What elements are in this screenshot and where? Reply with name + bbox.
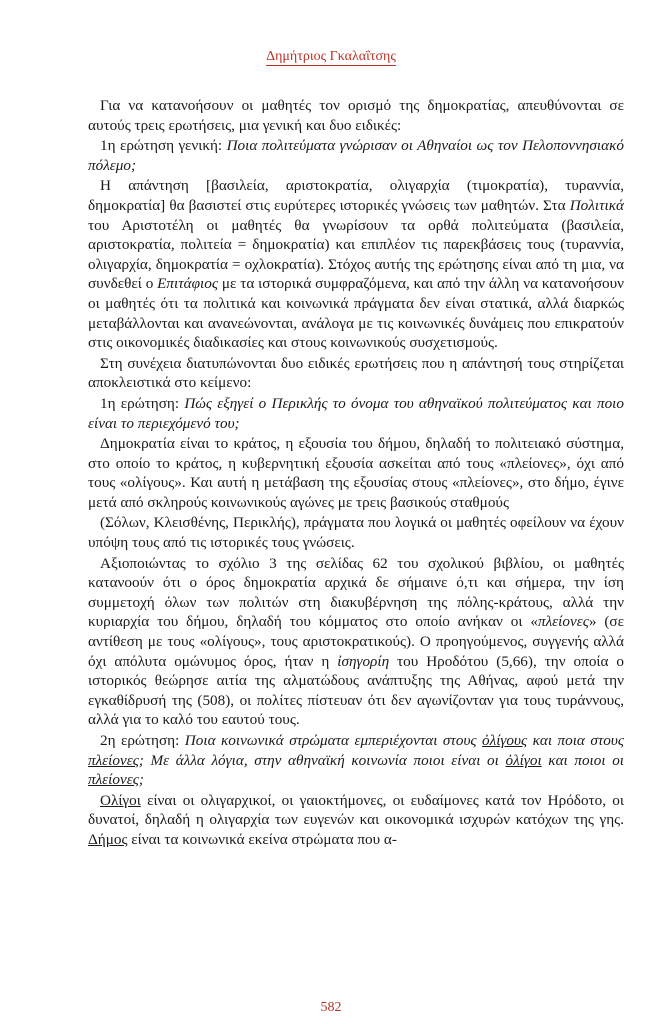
styled-text-run: πλείονες (88, 771, 139, 789)
styled-text-run: Ποια πολιτεύματα γνώρισαν οι Αθηναίοι ως τον Πελοποννησιακό πόλεμο; (88, 137, 624, 174)
styled-text-run: Επιτάφιος (157, 275, 219, 293)
text-run: Αξιοποιώντας το σχόλιο 3 της σελίδας 62 του σχολικού βιβλίου, οι μαθητές κατανοούν ότι ο όρος δημοκρατία αρχικά δε σήμαινε ό,τι και σήμερα, την ίση συμμετοχή όλων των πολιτών στη διακυβέρνηση της πόλης-κράτους, αλλά την κυριαρχία του δήμου, δηλαδή του κόμματος στο οποίο ανήκαν οι « (88, 554, 624, 631)
styled-text-run: πλείονες (88, 751, 139, 769)
styled-text-run: πλείονες (538, 613, 589, 631)
styled-text-run: ὀλίγους (482, 732, 528, 749)
paragraph (88, 513, 624, 552)
styled-text-run: Δήμος (88, 830, 128, 848)
styled-text-run: ; (138, 771, 144, 789)
text-run: του Ηροδότου (5,66), την οποία ο ιστορικός θεώρησε αιτία της αλματώδους ανάπτυξης της Αθήνας, αφού μετά την εγκαθίδρυσή της (508), οι πολίτες πίστευαν ότι δεν αγωνίζονταν για τους τυράννους, αλλά για το καλό του εαυτού τους. (88, 652, 624, 729)
styled-text-run: και ποιοι οι (541, 751, 625, 769)
page-number: 582 (320, 1000, 342, 1015)
author-name: Δημήτριος Γκαλαΐτσης (266, 49, 396, 64)
paragraph (88, 96, 624, 135)
paragraph (88, 554, 624, 730)
paragraph (88, 136, 624, 175)
paragraph (88, 354, 624, 393)
text-run: Η απάντηση [βασιλεία, αριστοκρατία, ολιγαρχία (τιμοκρατία), τυραννία, δημοκρατία] θα βασιστεί στις ευρύτερες ιστορικές γνώσεις των μαθητών. Στα (88, 177, 624, 214)
running-header (0, 49, 662, 65)
styled-text-run: ; Με άλλα λόγια, στην αθηναϊκή κοινωνία ποιοι είναι οι (138, 751, 506, 769)
styled-text-run: ὀλίγοι (505, 751, 542, 769)
styled-text-run: Ολίγοι (100, 791, 141, 809)
text-run: 1η ερώτηση γενική: (100, 137, 227, 155)
paragraph (88, 434, 624, 512)
text-run: Δημοκρατία είναι το κράτος, η εξουσία του δήμου, δηλαδή το πολιτειακό σύστημα, στο οποίο το κράτος, η κυβερνητική εξουσία ασκείται από τους «πλείονες», όχι από τους «ολίγους». Και αυτή η μετάβαση της εξουσίας στους «πλείονες», στο δήμο, έγινε μετά από σκληρούς κοινωνικούς αγώνες με τρεις βασικούς σταθμούς (88, 435, 624, 511)
text-run: είναι οι ολιγαρχικοί, οι γαιοκτήμονες, οι ευδαίμονες κατά τον Ηρόδοτο, οι δυνατοί, δηλαδή η ολιγαρχία των ευγενών και οικονομικά ισχυρών κατόχων της γης. (88, 791, 624, 829)
text-run: του Αριστοτέλη οι μαθητές θα γνωρίσουν τα ορθά πολιτεύματα (βασιλεία, αριστοκρατία, πολιτεία = δημοκρατία) και επιπλέον τις παρεκβάσεις τους (τυραννία, ολιγαρχία, δημοκρατία = οχλοκρατία). Στόχος αυτής της ερώτησης είναι από τη μια, να συνδεθεί ο (88, 216, 624, 293)
text-run: 1η ερώτηση: (100, 394, 185, 412)
paragraph (88, 176, 624, 352)
paragraph (88, 791, 624, 850)
styled-text-run: Πώς εξηγεί ο Περικλής το όνομα του αθηναϊκού πολιτεύματος και ποιο είναι το περιεχόμενό του; (88, 394, 624, 432)
styled-text-run: Ποια κοινωνικά στρώματα εμπεριέχονται στους (184, 732, 483, 749)
text-run: Για να κατανοήσουν οι μαθητές τον ορισμό της δημοκρατίας, απευθύνονται σε αυτούς τρεις ερωτήσεις, μια γενική και δυο ειδικές: (88, 97, 624, 134)
body-text (88, 96, 624, 850)
text-run: με τα ιστορικά συμφραζόμενα, και από την άλλη να κατανοήσουν οι μαθητές ότι τα πολιτικά και κοινωνικά πράγματα δεν είναι στατικά, αλλά διαρκώς μεταβάλλονται και ανανεώνονται, ανάλογα με τις κοινωνικές δυνάμεις που επικρατούν στις οικονομικές διαδικασίες και στους κοινωνικούς συσχετισμούς. (88, 275, 624, 352)
styled-text-run: Πολιτικά (569, 196, 624, 214)
text-run: 2η ερώτηση: (100, 732, 185, 749)
text-run: Στη συνέχεια διατυπώνονται δυο ειδικές ερωτήσεις που η απάντησή τους στηρίζεται αποκλειστικά στο κείμενο: (88, 354, 624, 392)
paragraph (88, 731, 624, 790)
text-run: (Σόλων, Κλεισθένης, Περικλής), πράγματα που λογικά οι μαθητές οφείλουν να έχουν υπόψη τους από τις ιστορικές τους γνώσεις. (88, 514, 624, 552)
styled-text-run: ἰσηγορίη (337, 652, 390, 670)
text-run: είναι τα κοινωνικά εκείνα στρώματα που α- (127, 830, 397, 848)
text-run: » (σε αντίθεση με τους «ολίγους», τους αριστοκρατικούς). Ο προηγούμενος, συγγενής αλλά όχι απόλυτα ομώνυμος όρος, ήταν η (88, 613, 624, 670)
styled-text-run: και ποια στους (527, 732, 624, 749)
paragraph (88, 394, 624, 433)
